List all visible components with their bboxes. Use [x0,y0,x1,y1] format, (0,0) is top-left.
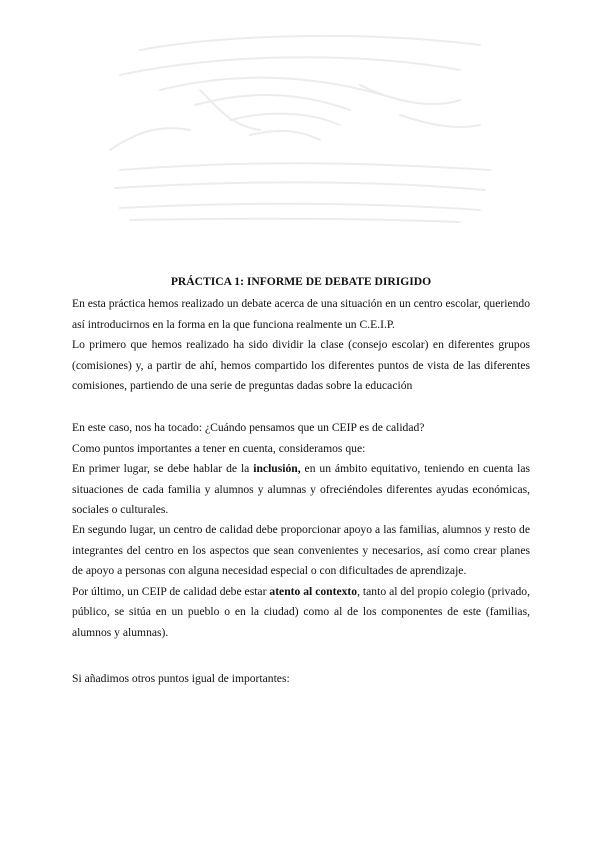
bold-term-context: atento al contexto [269,584,358,598]
paragraph-points-intro: Como puntos importantes a tener en cuenta, consideramos que: [72,441,366,455]
paragraph-inclusion [72,459,530,520]
watermark-logo [100,30,500,225]
document-title: PRÁCTICA 1: INFORME DE DEBATE DIRIGIDO [170,275,432,288]
text-run: , tanto al del propio colegio (privado, público, se sitúa en un pueblo o en la ciudad) como al de los componentes de este (familias, alumnos y alumnas). [72,584,530,639]
bold-term-inclusion: inclusión, [253,462,301,476]
text-run: En primer lugar, se debe hablar de la [72,462,254,476]
paragraph-more-points: Si añadimos otros puntos igual de importantes: [72,671,290,685]
text-run: en un ámbito equitativo, teniendo en cuenta las situaciones de cada familia y alumnos y alumnas y ofreciéndoles diferentes ayudas económicas, sociales o culturales. [72,462,531,517]
paragraph-support: En segundo lugar, un centro de calidad debe proporcionar apoyo a las familias, alumnos y resto de integrantes del centro en los aspectos que sean convenientes y necesarios, así como crear planes de apoyo a personas con alguna necesidad especial o con dificultades de aprendizaje. [72,523,530,578]
paragraph-context [72,582,530,643]
text-run: Por último, un CEIP de calidad debe estar [72,584,270,598]
paragraph-question: En este caso, nos ha tocado: ¿Cuándo pensamos que un CEIP es de calidad? [72,421,425,435]
paragraph-intro: En esta práctica hemos realizado un debate acerca de una situación en un centro escolar, queriendo así introducirnos en la forma en la que funciona realmente un C.E.I.P. [72,297,530,331]
paragraph-method: Lo primero que hemos realizado ha sido dividir la clase (consejo escolar) en diferentes grupos (comisiones) y, a partir de ahí, hemos compartido los diferentes puntos de vista de las diferentes comisiones, partiendo de una serie de preguntas dadas sobre la educación [72,338,530,393]
document-body [72,272,530,689]
